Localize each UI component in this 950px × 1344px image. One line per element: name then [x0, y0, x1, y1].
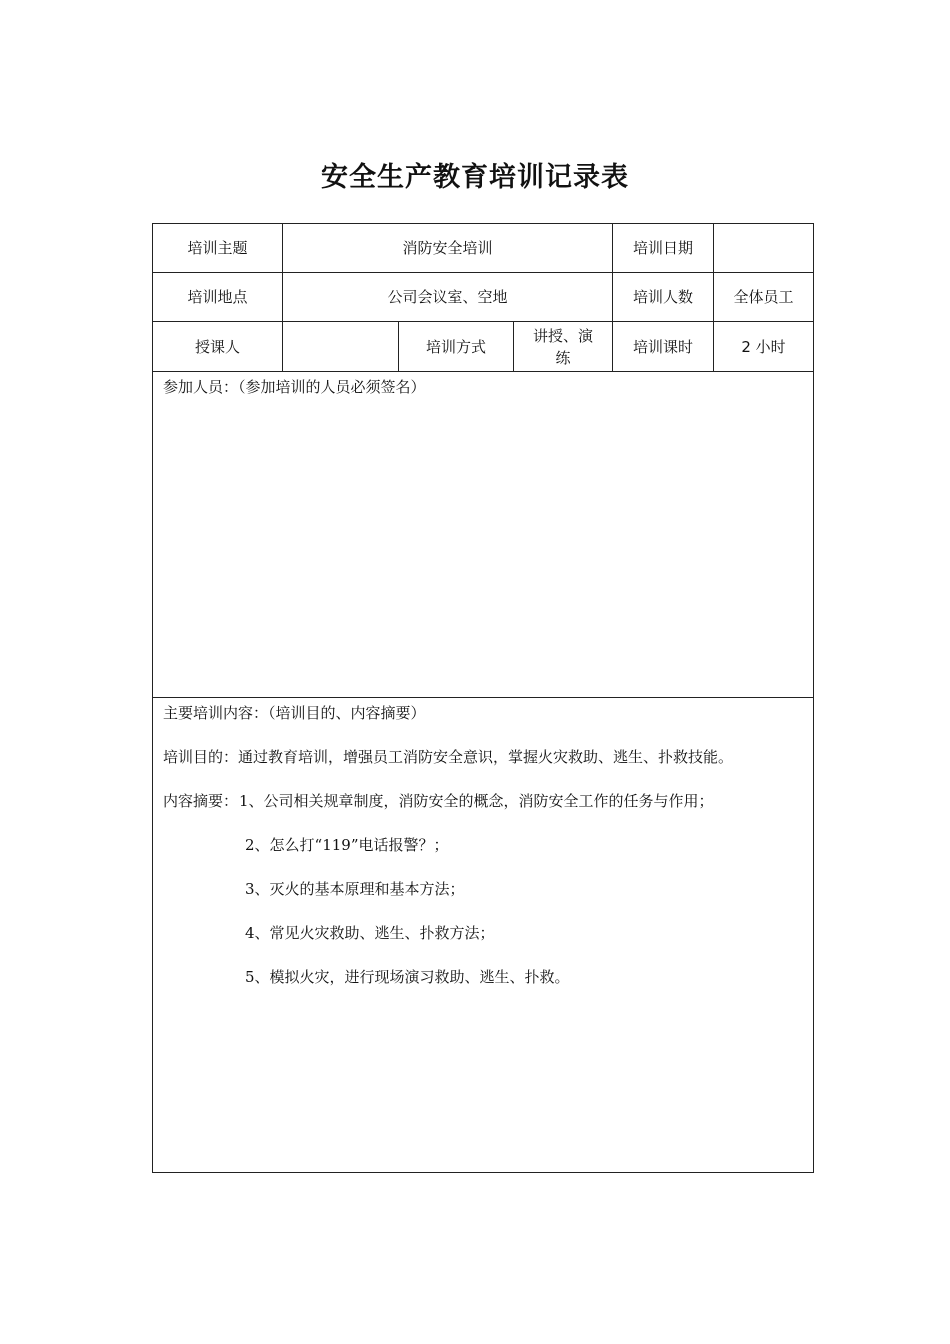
- row-divider: [153, 371, 813, 372]
- row-divider: [153, 697, 813, 698]
- summary-item: 5、模拟火灾，进行现场演习救助、逃生、扑救。: [245, 968, 570, 986]
- summary-item: 1、公司相关规章制度，消防安全的概念，消防安全工作的任务与作用；: [239, 792, 714, 810]
- trainer-value: [283, 322, 398, 371]
- headcount-label: 培训人数: [632, 288, 693, 306]
- headcount-value: 全体员工: [733, 288, 794, 306]
- content-heading: 主要培训内容：（培训目的、内容摘要）: [163, 704, 426, 722]
- method-value-line2: 练: [555, 348, 571, 367]
- participants-label: 参加人员：（参加培训的人员必须签名）: [163, 378, 426, 396]
- method-value-line1: 讲授、演: [532, 326, 593, 345]
- training-record-form: [152, 223, 814, 1173]
- topic-label: 培训主题: [187, 239, 248, 257]
- topic-value: 消防安全培训: [402, 239, 493, 257]
- hours-value: 2 小时: [741, 337, 786, 356]
- document-title: 安全生产教育培训记录表: [321, 162, 629, 193]
- summary-label: 内容摘要：: [163, 792, 239, 810]
- location-value: 公司会议室、空地: [387, 288, 508, 306]
- date-label: 培训日期: [632, 239, 693, 257]
- location-label: 培训地点: [187, 288, 248, 306]
- summary-item: 2、怎么打“119”电话报警？；: [245, 836, 449, 854]
- date-value: [714, 224, 813, 272]
- method-value: [514, 322, 612, 371]
- method-label: 培训方式: [425, 337, 486, 356]
- hours-label: 培训课时: [632, 337, 693, 356]
- training-purpose: 培训目的：通过教育培训，增强员工消防安全意识，掌握火灾救助、逃生、扑救技能。: [163, 748, 734, 766]
- trainer-label: 授课人: [194, 337, 240, 356]
- summary-item: 4、常见火灾救助、逃生、扑救方法；: [245, 924, 495, 942]
- summary-item: 3、灭火的基本原理和基本方法；: [245, 880, 465, 898]
